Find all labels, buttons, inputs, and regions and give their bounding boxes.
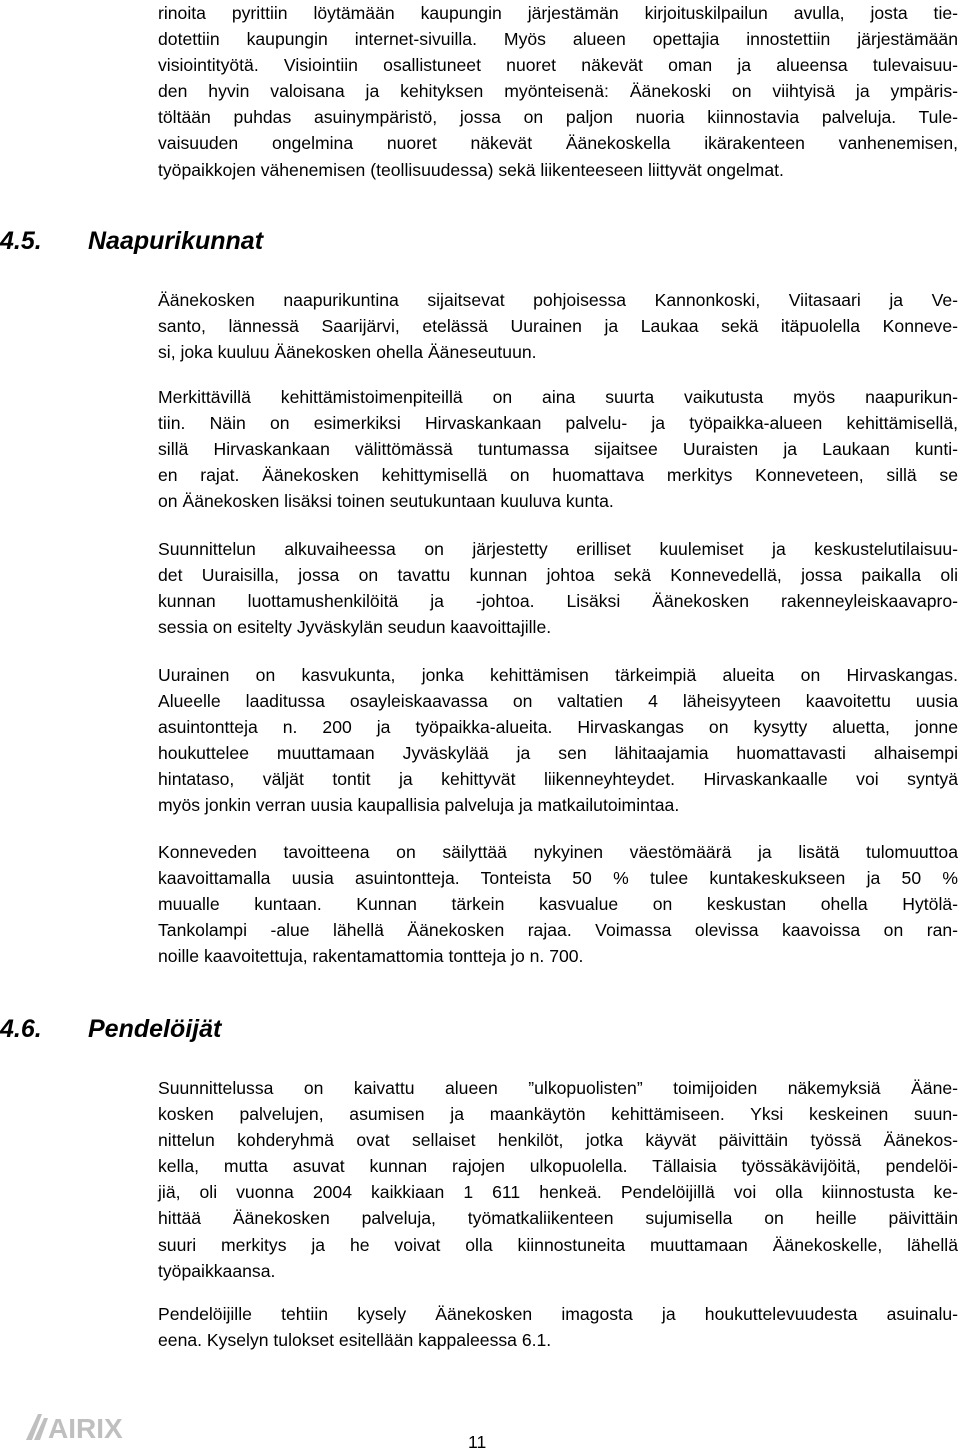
section-title: Pendelöijät bbox=[88, 1015, 222, 1043]
section-title: Naapurikunnat bbox=[88, 227, 264, 255]
text-line: asuintontteja n. 200 ja työpaikka-alueita. Hirvaskangas on kysytty aluetta, jonne bbox=[158, 717, 958, 738]
text-line: Merkittävillä kehittämistoimenpiteillä on aina suurta vaikutusta myös naapurikun- bbox=[158, 387, 958, 407]
text-line: vaisuuden ongelmina nuoret näkevät Äänekoskella ikärakenteen vanhenemisen, bbox=[158, 133, 958, 154]
text-line: Alueelle laaditussa osayleiskaavassa on valtatien 4 läheisyyteen kaavoitettu uusia bbox=[158, 691, 958, 712]
text-line: eena. Kyselyn tulokset esitellään kappaleessa 6.1. bbox=[158, 1330, 552, 1351]
text-line: muualle kuntaan. Kunnan tärkein kasvualue on keskustan ohella Hytölä- bbox=[158, 894, 958, 915]
airix-logo bbox=[24, 1406, 144, 1446]
text-line: tiin. Näin on esimerkiksi Hirvaskankaan palvelu- ja työpaikka-alueen kehittämisellä, bbox=[158, 413, 958, 434]
text-line: Pendelöijille tehtiin kysely Äänekosken imagosta ja houkuttelevuudesta asuinalu- bbox=[158, 1304, 958, 1324]
text-line: nittelun kohderyhmä ovat sellaiset henkilöt, jotka käyvät päivittäin työssä Äänekos- bbox=[158, 1130, 958, 1151]
text-line: sessia on esitelty Jyväskylän seudun kaavoittajille. bbox=[158, 617, 552, 638]
text-line: kella, mutta asuvat kunnan rajojen ulkopuolella. Tällaisia työssäkävijöitä, pendelöi- bbox=[158, 1156, 958, 1177]
text-line: Tankolampi -alue lähellä Äänekosken rajaa. Voimassa olevissa kaavoissa on ran- bbox=[158, 920, 958, 941]
text-line: hittää Äänekosken palveluja, työmatkaliikenteen sujumisella on heille päivittäin bbox=[158, 1208, 958, 1229]
text-line: Uurainen on kasvukunta, jonka kehittämisen tärkeimpiä alueita on Hirvaskangas. bbox=[158, 665, 958, 685]
text-line: hintataso, väljät tontit ja kehittyvät liikenneyhteydet. Hirvaskankaalle voi syntyä bbox=[158, 769, 958, 790]
text-line: sillä Hirvaskankaan välittömässä tuntumassa sijaitsee Uuraisten ja Laukaan kunti- bbox=[158, 439, 958, 460]
text-line: myös jonkin verran uusia kaupallisia palveluja ja matkailutoimintaa. bbox=[158, 795, 680, 816]
text-line: rinoita pyrittiin löytämään kaupungin järjestämän kirjoituskilpailun avulla, josta tie- bbox=[158, 3, 958, 23]
intro-paragraph bbox=[158, 0, 958, 183]
paragraph bbox=[158, 536, 958, 640]
paragraph bbox=[158, 1301, 958, 1353]
section-number: 4.6. bbox=[0, 1015, 42, 1043]
paragraph bbox=[158, 1075, 958, 1284]
text-line: Konneveden tavoitteena on säilyttää nykyinen väestömäärä ja lisätä tulomuuttoa bbox=[158, 842, 958, 862]
text-line: santo, lännessä Saarijärvi, etelässä Uurainen ja Laukaa sekä itäpuolella Konneve- bbox=[158, 316, 958, 337]
text-line: den hyvin valoisana ja kehityksen myönteisenä: Äänekoski on viihtyisä ja ympäris- bbox=[158, 81, 958, 102]
text-line: Suunnittelun alkuvaiheessa on järjestetty erilliset kuulemiset ja keskustelutilaisuu- bbox=[158, 539, 958, 559]
text-line: kunnan luottamushenkilöitä ja -johtoa. Lisäksi Äänekosken rakenneyleiskaavapro- bbox=[158, 591, 958, 612]
text-line: en rajat. Äänekosken kehittymisellä on huomattava merkitys Konneveteen, sillä se bbox=[158, 465, 958, 486]
section-number: 4.5. bbox=[0, 227, 42, 255]
text-line: kaavoittamalla uusia asuintontteja. Tonteista 50 % tulee kuntakeskukseen ja 50 % bbox=[158, 868, 958, 889]
text-line: Äänekosken naapurikuntina sijaitsevat pohjoisessa Kannonkoski, Viitasaari ja Ve- bbox=[158, 290, 958, 310]
text-line: visiointityötä. Visiointiin osallistuneet nuoret näkevät oman ja alueensa tulevaisuu- bbox=[158, 55, 958, 76]
text-line: noille kaavoitettuja, rakentamattomia tontteja jo n. 700. bbox=[158, 946, 584, 967]
paragraph bbox=[158, 287, 958, 365]
page-number: 11 bbox=[468, 1432, 487, 1452]
text-line: Suunnittelussa on kaivattu alueen ”ulkopuolisten” toimijoiden näkemyksiä Ääne- bbox=[158, 1078, 958, 1098]
paragraph bbox=[158, 662, 958, 819]
text-line: si, joka kuuluu Äänekosken ohella Ääneseutuun. bbox=[158, 342, 537, 363]
text-line: työpaikkaansa. bbox=[158, 1260, 276, 1281]
logo-wordmark: AIRIX bbox=[48, 1413, 123, 1444]
paragraph bbox=[158, 384, 958, 514]
text-line: dotettiin kaupungin internet-sivuilla. Myös alueen opettajia innostettiin järjestämään bbox=[158, 29, 958, 50]
text-line: houkuttelee muuttamaan Jyväskylää ja sen lähitaajamia huomattavasti alhaisempi bbox=[158, 743, 958, 764]
text-line: suuri merkitys ja he voivat olla kiinnostuneita muuttamaan Äänekoskelle, lähellä bbox=[158, 1234, 958, 1255]
text-line: kosken palvelujen, asumisen ja maankäytön kehittämiseen. Yksi keskeinen suun- bbox=[158, 1104, 958, 1125]
text-line: det Uuraisilla, jossa on tavattu kunnan johtoa sekä Konnevedellä, jossa paikalla oli bbox=[158, 565, 958, 586]
paragraph bbox=[158, 839, 958, 969]
text-line: on Äänekosken lisäksi toinen seutukuntaan kuuluva kunta. bbox=[158, 491, 614, 512]
text-line: jiä, oli vuonna 2004 kaikkiaan 1 611 henkeä. Pendelöijillä voi olla kiinnostusta ke- bbox=[158, 1182, 958, 1203]
text-line: töltään puhdas asuinympäristö, jossa on paljon nuoria kiinnostavia palveluja. Tule- bbox=[158, 107, 958, 128]
text-line: työpaikkojen vähenemisen (teollisuudessa) sekä liikenteeseen liittyvät ongelmat. bbox=[158, 159, 784, 180]
